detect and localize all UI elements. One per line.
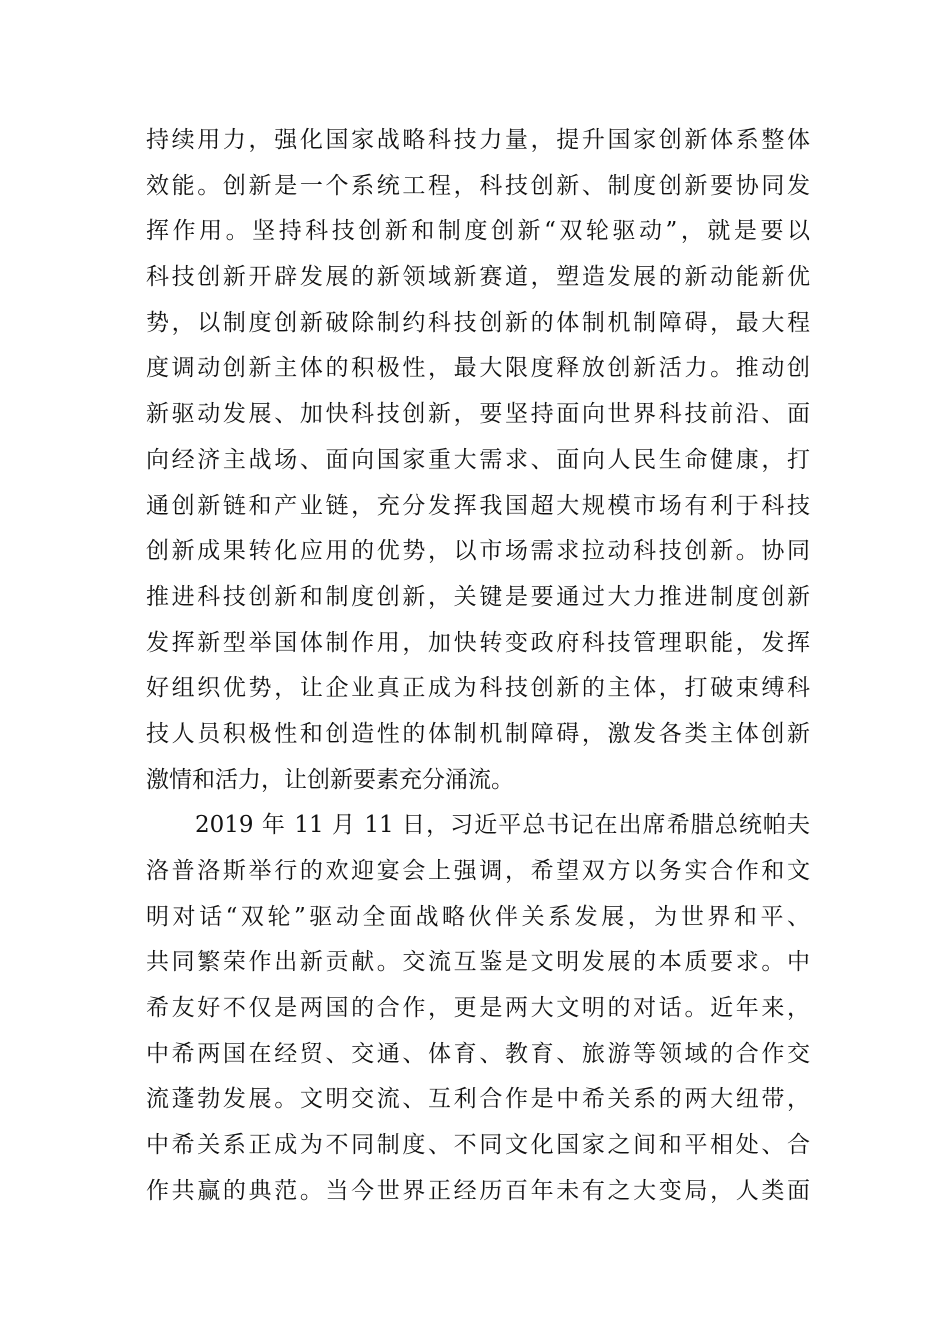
text-line: 持续用力，强化国家战略科技力量，提升国家创新体系整体 — [146, 127, 810, 153]
text-line: 效能。创新是一个系统工程，科技创新、制度创新要协同发 — [146, 172, 810, 199]
text-line: 洛普洛斯举行的欢迎宴会上强调，希望双方以务实合作和文 — [146, 858, 810, 884]
text-line: 势，以制度创新破除制约科技创新的体制机制障碍，最大程 — [146, 309, 810, 336]
text-line: 2019 年 11 月 11 日，习近平总书记在出席希腊总统帕夫 — [195, 812, 810, 839]
text-line: 中希关系正成为不同制度、不同文化国家之间和平相处、合 — [146, 1132, 810, 1159]
text-line: 好组织优势，让企业真正成为科技创新的主体，打破束缚科 — [146, 675, 810, 702]
text-line: 希友好不仅是两国的合作，更是两大文明的对话。近年来， — [146, 995, 810, 1022]
paragraph — [146, 803, 810, 1214]
text-line: 流蓬勃发展。文明交流、互利合作是中希关系的两大纽带， — [146, 1086, 810, 1113]
body-text — [146, 118, 810, 1215]
text-line: 新驱动发展、加快科技创新，要坚持面向世界科技前沿、面 — [146, 401, 810, 428]
text-line: 挥作用。坚持科技创新和制度创新“双轮驱动”，就是要以 — [146, 218, 810, 245]
text-line: 共同繁荣作出新贡献。交流互鉴是文明发展的本质要求。中 — [146, 949, 810, 976]
text-line: 向经济主战场、面向国家重大需求、面向人民生命健康，打 — [146, 446, 810, 473]
text-line: 发挥新型举国体制作用，加快转变政府科技管理职能，发挥 — [146, 629, 810, 656]
text-line: 推进科技创新和制度创新，关键是要通过大力推进制度创新 — [146, 583, 810, 610]
text-line: 科技创新开辟发展的新领域新赛道，塑造发展的新动能新优 — [146, 264, 810, 291]
text-line: 度调动创新主体的积极性，最大限度释放创新活力。推动创 — [146, 355, 810, 382]
text-line: 技人员积极性和创造性的体制机制障碍，激发各类主体创新 — [146, 720, 810, 747]
text-line: 通创新链和产业链，充分发挥我国超大规模市场有利于科技 — [146, 492, 810, 519]
text-line: 明对话“双轮”驱动全面战略伙伴关系发展，为世界和平、 — [146, 903, 810, 930]
text-line: 中希两国在经贸、交通、体育、教育、旅游等领域的合作交 — [146, 1040, 810, 1067]
text-line: 激情和活力，让创新要素充分涌流。 — [146, 766, 514, 793]
paragraph — [146, 118, 810, 803]
text-line: 作共赢的典范。当今世界正经历百年未有之大变局，人类面 — [146, 1177, 810, 1204]
text-line: 创新成果转化应用的优势，以市场需求拉动科技创新。协同 — [146, 538, 810, 565]
